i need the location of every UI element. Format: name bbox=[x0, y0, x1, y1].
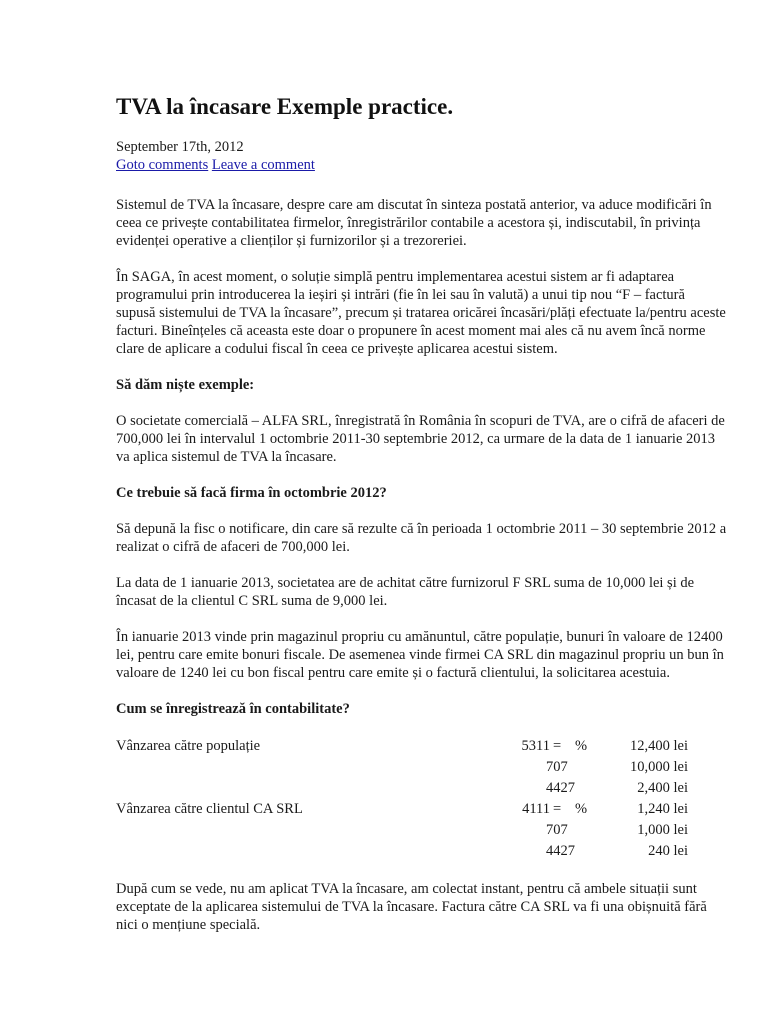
ledger-subaccount: 4427 bbox=[546, 780, 575, 796]
ledger-amount: 10,000 lei bbox=[630, 759, 688, 775]
paragraph-saga: În SAGA, în acest moment, o soluție simplă pentru implementarea acestui sistem ar fi adaptarea programului prin introducerea la ieșiri și intrări (fie în lei sau în valută) a unui tip nou “F – factură supusă sistemului de TVA la încasare”, precum și tratarea oricărei încasări/plăți efectuate la/pentru aceste facturi. Bineînțeles că aceasta este doar o propunere în acest moment mai ales că nu avem încă norme clare de aplicare a codului fiscal în ceea ce privește aplicarea acestui sistem. bbox=[116, 269, 726, 357]
ledger-subaccount: 4427 bbox=[546, 843, 575, 859]
ledger-label: Vânzarea către clientul CA SRL bbox=[116, 801, 303, 817]
comment-links bbox=[116, 156, 728, 174]
goto-comments-link[interactable]: Goto comments bbox=[116, 157, 209, 173]
ledger-account: 4111 bbox=[522, 801, 550, 817]
ledger-amount: 2,400 lei bbox=[637, 780, 688, 796]
paragraph-notification: Să depună la fisc o notificare, din care să rezulte că în perioada 1 octombrie 2011 – 30 septembrie 2012 a realizat o cifră de afaceri de 700,000 lei. bbox=[116, 521, 727, 555]
ledger-row bbox=[116, 757, 728, 778]
heading-examples: Să dăm niște exemple: bbox=[116, 377, 255, 393]
ledger-row bbox=[116, 820, 728, 841]
ledger-equals: = bbox=[553, 738, 562, 754]
heading-accounting: Cum se înregistrează în contabilitate? bbox=[116, 701, 350, 717]
heading-october: Ce trebuie să facă firma în octombrie 2012? bbox=[116, 485, 387, 501]
ledger-amount: 240 lei bbox=[648, 843, 688, 859]
accounting-entries bbox=[116, 736, 728, 862]
ledger-row bbox=[116, 736, 728, 757]
ledger-row bbox=[116, 778, 728, 799]
ledger-row bbox=[116, 841, 728, 862]
paragraph-intro: Sistemul de TVA la încasare, despre care am discutat în sinteza postată anterior, va aduce modificări în ceea ce privește contabilitatea firmelor, înregistrărilor contabile a acestora și, indiscutabil, în privința evidenței operative a clienților și furnizorilor și a trezoreriei. bbox=[116, 197, 712, 249]
ledger-subaccount: 707 bbox=[546, 759, 568, 775]
paragraph-company: O societate comercială – ALFA SRL, înregistrată în România în scopuri de TVA, are o cifră de afaceri de 700,000 lei în intervalul 1 octombrie 2011-30 septembrie 2012, ca urmare de la data de 1 ianuarie 2013 va aplica sistemul de TVA la încasare. bbox=[116, 413, 725, 465]
ledger-equals: = bbox=[553, 801, 562, 817]
ledger-amount: 1,240 lei bbox=[637, 801, 688, 817]
article bbox=[116, 92, 728, 934]
ledger-account: 5311 bbox=[521, 738, 550, 754]
paragraph-january-sales: În ianuarie 2013 vinde prin magazinul propriu cu amănuntul, către populație, bunuri în valoare de 12400 lei, pentru care emite bonuri fiscale. De asemenea vinde firmei CA SRL din magazinul propriu un bun în valoare de 1240 lei cu bon fiscal pentru care emite și o factură clientului, la solicitarea acestuia. bbox=[116, 629, 724, 681]
paragraph-january-balances: La data de 1 ianuarie 2013, societatea are de achitat către furnizorul F SRL suma de 10,000 lei și de încasat de la clientul C SRL suma de 9,000 lei. bbox=[116, 575, 695, 609]
ledger-label: Vânzarea către populație bbox=[116, 738, 261, 754]
paragraph-conclusion: După cum se vede, nu am aplicat TVA la încasare, am colectat instant, pentru că ambele situații sunt exceptate de la aplicarea sistemului de TVA la încasare. Factura către CA SRL va fi una obișnuită fără nici o mențiune specială. bbox=[116, 881, 707, 933]
article-title: TVA la încasare Exemple practice. bbox=[116, 94, 454, 119]
ledger-row bbox=[116, 799, 728, 820]
ledger-amount: 12,400 lei bbox=[630, 738, 688, 754]
ledger-amount: 1,000 lei bbox=[637, 822, 688, 838]
ledger-subaccount: 707 bbox=[546, 822, 568, 838]
ledger-percent: % bbox=[574, 738, 588, 754]
leave-comment-link[interactable]: Leave a comment bbox=[211, 157, 315, 173]
article-date: September 17th, 2012 bbox=[116, 139, 244, 155]
ledger-percent: % bbox=[574, 801, 588, 817]
